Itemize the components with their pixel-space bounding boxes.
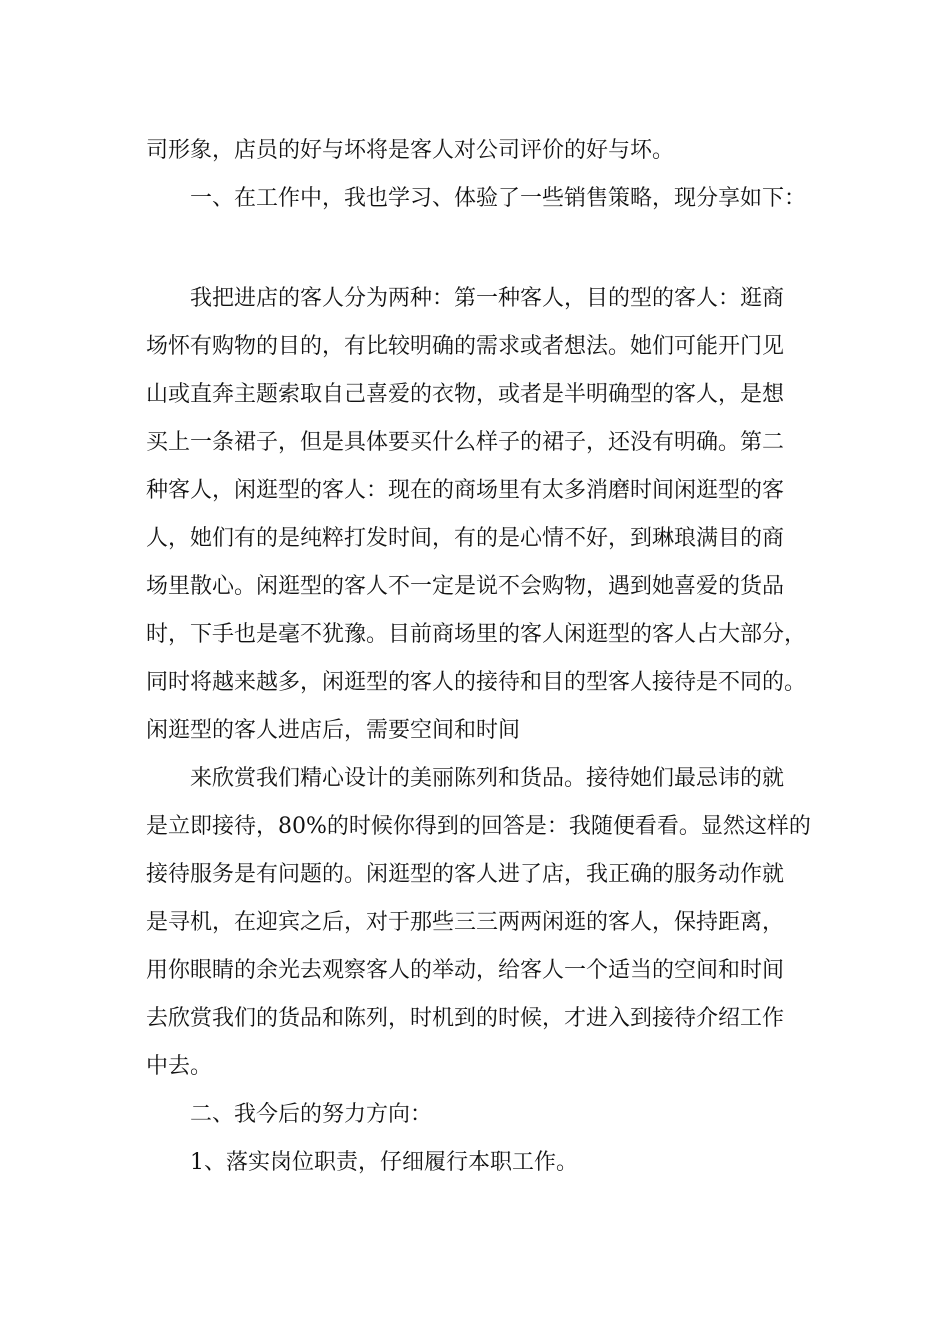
text-line: 接待服务是有问题的。闲逛型的客人进了店，我正确的服务动作就 <box>146 862 785 887</box>
text-line: 一、在工作中，我也学习、体验了一些销售策略，现分享如下： <box>190 186 807 211</box>
text-line: 二、我今后的努力方向： <box>190 1102 433 1127</box>
text-block-main <box>146 275 826 1187</box>
text-line: 山或直奔主题索取自己喜爱的衣物，或者是半明确型的客人，是想 <box>146 382 785 407</box>
text-line: 人，她们有的是纯粹打发时间，有的是心情不好，到琳琅满目的商 <box>146 526 785 551</box>
text-block-top <box>146 127 826 223</box>
text-line: 买上一条裙子，但是具体要买什么样子的裙子，还没有明确。第二 <box>146 430 785 455</box>
text-line: 去欣赏我们的货品和陈列，时机到的时候，才进入到接待介绍工作 <box>146 1006 785 1031</box>
text-line: 来欣赏我们精心设计的美丽陈列和货品。接待她们最忌讳的就 <box>190 766 785 791</box>
text-line: 闲逛型的客人进店后，需要空间和时间 <box>146 718 521 743</box>
text-line: 场里散心。闲逛型的客人不一定是说不会购物，遇到她喜爱的货品 <box>146 574 785 599</box>
text-line: 同时将越来越多，闲逛型的客人的接待和目的型客人接待是不同的。 <box>146 670 807 695</box>
text-line: 场怀有购物的目的，有比较明确的需求或者想法。她们可能开门见 <box>146 334 785 359</box>
text-line: 我把进店的客人分为两种：第一种客人，目的型的客人：逛商 <box>190 286 785 311</box>
text-line: 司形象，店员的好与坏将是客人对公司评价的好与坏。 <box>146 138 675 163</box>
text-line: 种客人，闲逛型的客人：现在的商场里有太多消磨时间闲逛型的客 <box>146 478 785 503</box>
text-line: 用你眼睛的余光去观察客人的举动，给客人一个适当的空间和时间 <box>146 958 785 983</box>
text-line: 1、落实岗位职责，仔细履行本职工作。 <box>190 1150 578 1175</box>
text-line: 是立即接待，80%的时候你得到的回答是：我随便看看。显然这样的 <box>146 814 811 839</box>
text-line: 是寻机，在迎宾之后，对于那些三三两两闲逛的客人，保持距离， <box>146 910 785 935</box>
text-line: 中去。 <box>146 1054 213 1079</box>
text-line: 时，下手也是毫不犹豫。目前商场里的客人闲逛型的客人占大部分， <box>146 622 807 647</box>
